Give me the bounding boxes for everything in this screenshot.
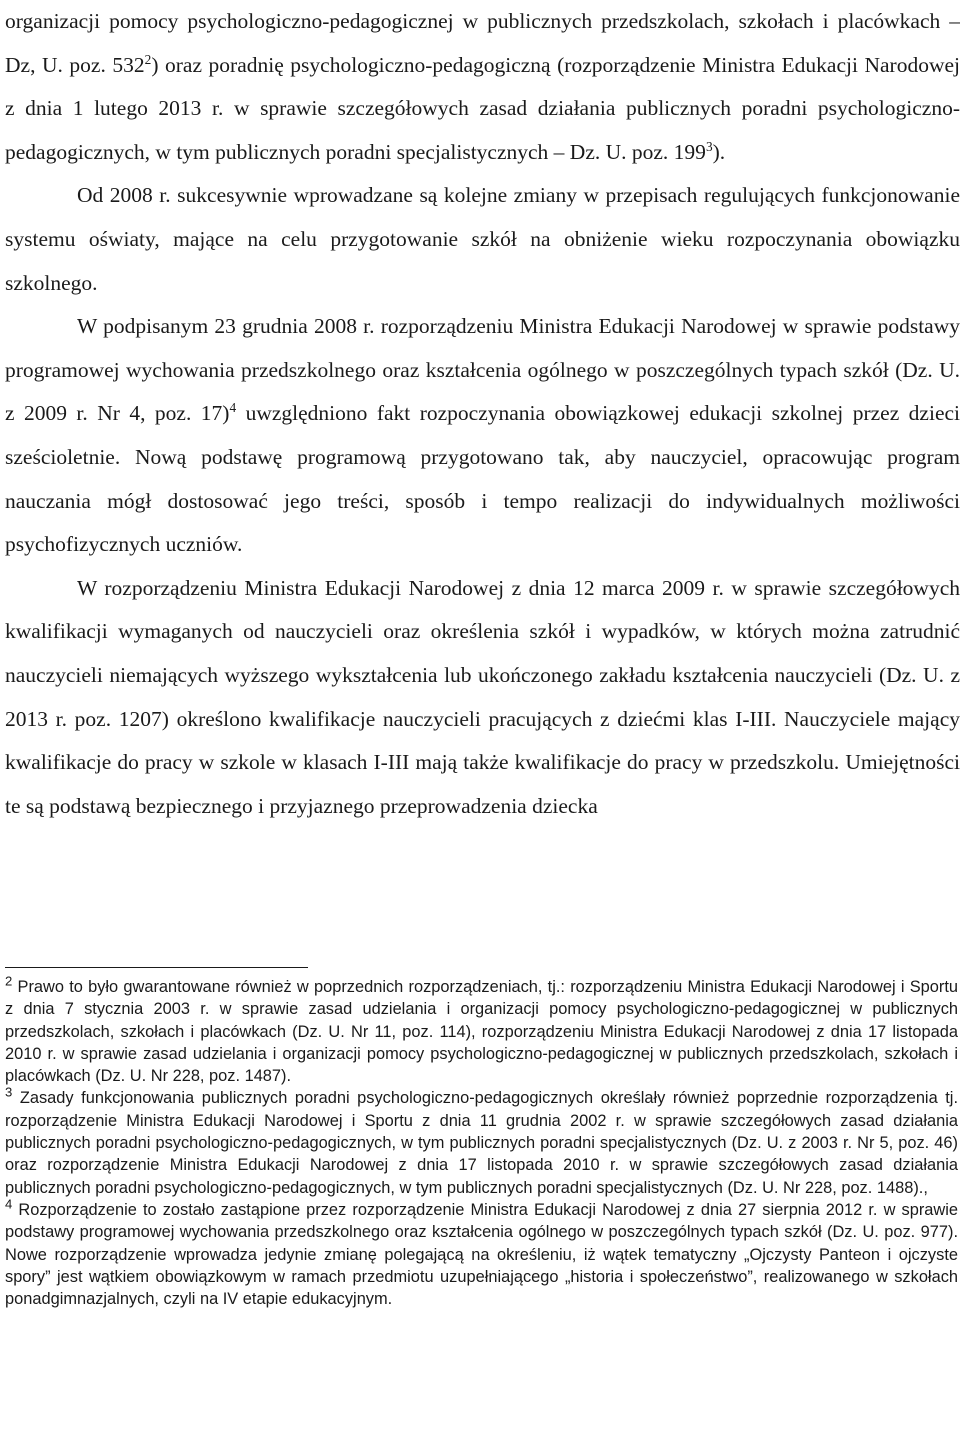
paragraph-1 [5, 0, 960, 174]
paragraph-3-text-b: uwzględniono fakt rozpoczynania obowiązkowej edukacji szkolnej przez dzieci sześcioletnie. Nową podstawę programową przygotowano tak, aby nauczyciel, opracowując program nauczania mógł dostosować jego treści, sposób i tempo realizacji do indywidualnych możliwości psychofizycznych uczniów. [5, 401, 960, 557]
paragraph-2: Od 2008 r. sukcesywnie wprowadzane są kolejne zmiany w przepisach regulujących funkcjonowanie systemu oświaty, mające na celu przygotowanie szkół na obniżenie wieku rozpoczynania obowiązku szkolnego. [5, 183, 960, 295]
footnote-ref-2: 2 [144, 51, 152, 67]
footnotes [5, 973, 958, 1310]
footnote-number-3: 3 [5, 1085, 13, 1101]
paragraph-1-text-c: ). [712, 139, 726, 164]
paragraph-3 [5, 305, 960, 567]
paragraph-1-text-a: organizacji pomocy psychologiczno-pedagogicznej w publicznych przedszkolach, szkołach i placówkach – Dz, U. poz. 532 [5, 9, 960, 77]
footnote-separator [5, 967, 308, 968]
main-text [5, 0, 960, 828]
footnote-2-text: Prawo to było gwarantowane również w poprzednich rozporządzeniach, tj.: rozporządzeniu Ministra Edukacji Narodowej i Sportu z dnia 7 stycznia 2003 r. w sprawie zasad udzielania i organizacji pomocy psychologiczno-pedagogicznej w publicznych przedszkolach, szkołach i placówkach (Dz. U. Nr 11, poz. 114), rozporządzeniu Ministra Edukacji Narodowej z dnia 17 listopada 2010 r. w sprawie zasad udzielania i organizacji pomocy psychologiczno-pedagogicznej w publicznych przedszkolach, szkołach i placówkach (Dz. U. Nr 228, poz. 1487). [5, 978, 958, 1086]
footnote-ref-3: 3 [705, 138, 713, 154]
footnote-3 [5, 1087, 958, 1198]
footnote-number-2: 2 [5, 973, 13, 989]
paragraph-4: W rozporządzeniu Ministra Edukacji Narodowej z dnia 12 marca 2009 r. w sprawie szczegółowych kwalifikacji wymaganych od nauczycieli oraz określenia szkół i wypadków, w których można zatrudnić nauczycieli niemających wyższego wykształcenia lub ukończonego zakładu kształcenia nauczycieli (Dz. U. z 2013 r. poz. 1207) określono kwalifikacje nauczycieli pracujących z dziećmi klas I-III. Nauczyciele mający kwalifikacje do pracy w szkole w klasach I-III mają także kwalifikacje do pracy w przedszkolu. Umiejętności te są podstawą bezpiecznego i przyjaznego przeprowadzenia dziecka [5, 575, 960, 818]
paragraph-1-text-b: ) oraz poradnię psychologiczno-pedagogiczną (rozporządzenie Ministra Edukacji Narodowej z dnia 1 lutego 2013 r. w sprawie szczegółowych zasad działania publicznych poradni psychologiczno-pedagogicznych, w tym publicznych poradni specjalistycznych – Dz. U. poz. 199 [5, 52, 960, 164]
paragraph-3-text-a: W podpisanym 23 grudnia 2008 r. rozporządzeniu Ministra Edukacji Narodowej w sprawie podstawy programowej wychowania przedszkolnego oraz kształcenia ogólnego w poszczególnych typach szkół (Dz. U. z 2009 r. Nr 4, poz. 17) [5, 314, 960, 426]
footnote-4 [5, 1196, 958, 1310]
footnote-3-text: Zasady funkcjonowania publicznych poradni psychologiczno-pedagogicznych określały również poprzednie rozporządzenia tj. rozporządzenie Ministra Edukacji Narodowej i Sportu z dnia 11 grudnia 2002 r. w sprawie szczegółowych zasad działania publicznych poradni psychologiczno-pedagogicznych, w tym publicznych poradni specjalistycznych (Dz. U. z 2003 r. Nr 5, poz. 46) oraz rozporządzenie Ministra Edukacji Narodowej z dnia 17 listopada 2010 r. w sprawie szczegółowych zasad działania publicznych poradni psychologiczno-pedagogicznych, w tym publicznych poradni specjalistycznych (Dz. U. Nr 228, poz. 1488)., [5, 1089, 958, 1197]
footnote-ref-4: 4 [229, 400, 237, 416]
footnote-number-4: 4 [5, 1196, 13, 1212]
footnote-4-text: Rozporządzenie to zostało zastąpione przez rozporządzenie Ministra Edukacji Narodowej z dnia 27 sierpnia 2012 r. w sprawie podstawy programowej wychowania przedszkolnego oraz kształcenia ogólnego w poszczególnych typach szkół (Dz. U. poz. 977). Nowe rozporządzenie wprowadza jedynie zmianę polegającą na określeniu, iż wątek tematyczny „Ojczysty Panteon i ojczyste spory” jest wątkiem obowiązkowym w ramach przedmiotu uzupełniającego „historia i społeczeństwo”, realizowanego w szkołach ponadgimnazjalnych, czyli na IV etapie edukacyjnym. [5, 1200, 958, 1309]
footnote-2 [5, 973, 958, 1087]
